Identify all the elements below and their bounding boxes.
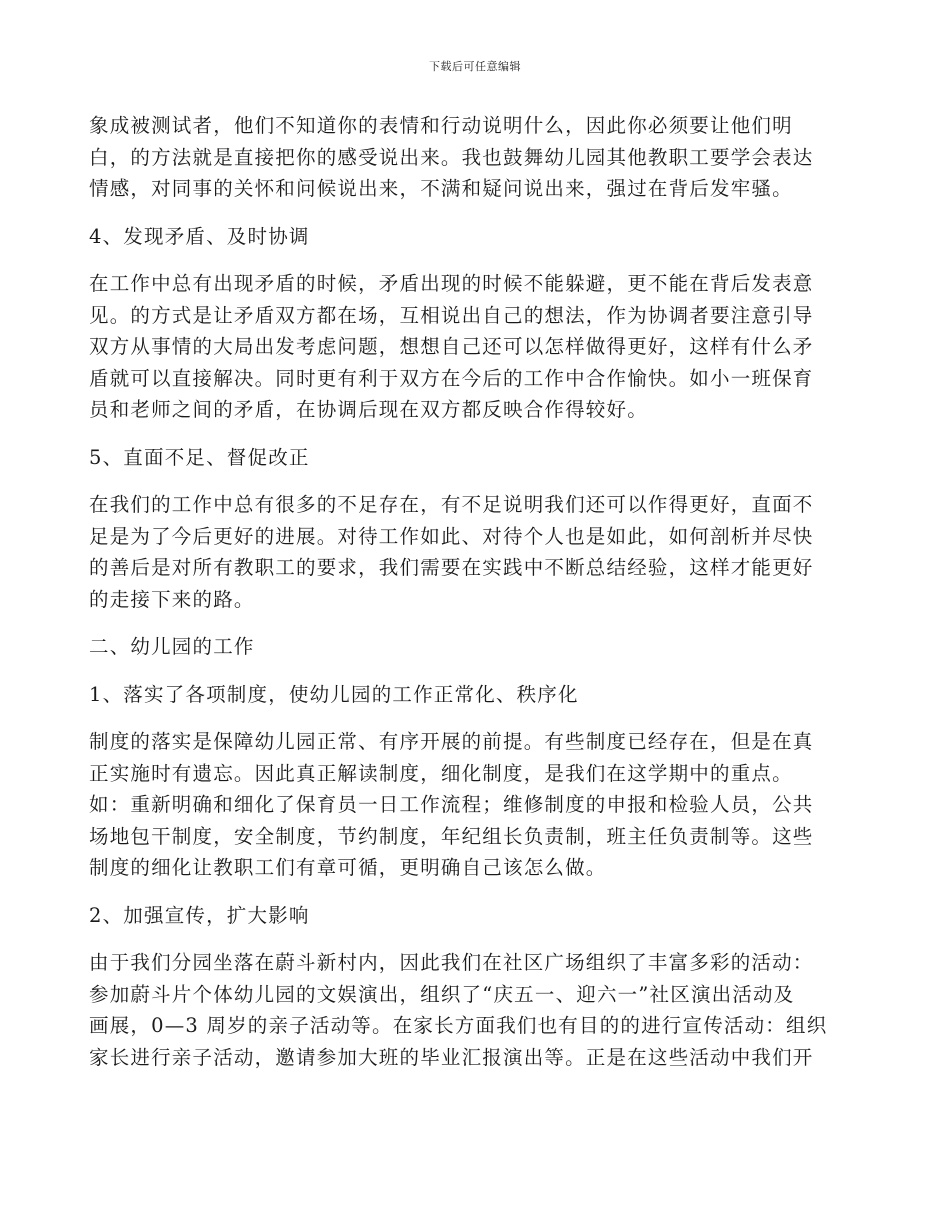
paragraph-conflict	[89, 268, 861, 426]
document-body	[89, 110, 861, 1073]
section-heading	[89, 679, 861, 711]
section-heading	[89, 900, 861, 932]
page-header: 下载后可任意编辑	[429, 60, 521, 73]
text-line: 制度的细化让教职工们有章可循，更明确自己该怎么做。	[89, 856, 607, 879]
paragraph-intro	[89, 110, 861, 205]
text-line: 的善后是对所有教职工的要求，我们需要在实践中不断总结经验，这样才能更好	[89, 556, 814, 579]
heading-text: 2、加强宣传，扩大影响	[89, 903, 310, 927]
text-line: 场地包干制度，安全制度，节约制度，年纪组长负责制，班主任负责制等。这些	[89, 824, 814, 848]
text-line: 盾就可以直接解决。同时更有利于双方在今后的工作中合作愉快。如小一班保育	[89, 366, 814, 390]
text-line: 白，的方法就是直接把你的感受说出来。我也鼓舞幼儿园其他教职工要学会表达	[89, 145, 814, 169]
text-line: 见。的方式是让矛盾双方都在场，互相说出自己的想法，作为协调者要注意引导	[89, 303, 814, 327]
text-line: 正实施时有遗忘。因此真正解读制度，细化制度，是我们在这学期中的重点。	[89, 761, 793, 785]
heading-text: 4、发现矛盾、及时协调	[89, 224, 310, 248]
text-line: 象成被测试者，他们不知道你的表情和行动说明什么，因此你必须要让他们明	[89, 114, 793, 137]
text-line: 在我们的工作中总有很多的不足存在，有不足说明我们还可以作得更好，直面不	[89, 493, 814, 516]
section-heading	[89, 442, 861, 474]
text-line: 参加蔚斗片个体幼儿园的文娱演出，组织了“庆五一、迎六一”社区演出活动及	[89, 982, 795, 1006]
paragraph-regulations	[89, 726, 861, 884]
text-line: 家长进行亲子活动，邀请参加大班的毕业汇报演出等。正是在这些活动中我们开	[89, 1045, 814, 1069]
text-line: 制度的落实是保障幼儿园正常、有序开展的前提。有些制度已经存在，但是在真	[89, 730, 814, 753]
text-line: 由于我们分园坐落在蔚斗新村内，因此我们在社区广场组织了丰富多彩的活动：	[89, 951, 814, 974]
text-line: 的走接下来的路。	[89, 587, 255, 611]
paragraph-shortcomings	[89, 489, 861, 615]
text-line: 如：重新明确和细化了保育员一日工作流程；维修制度的申报和检验人员，公共	[89, 793, 814, 816]
text-line: 双方从事情的大局出发考虑问题，想想自己还可以怎样做得更好，这样有什么矛	[89, 335, 814, 358]
text-line: 足是为了今后更好的进展。对待工作如此、对待个人也是如此，如何剖析并尽快	[89, 524, 814, 548]
text-line: 画展，0—3 周岁的亲子活动等。在家长方面我们也有目的的进行宣传活动：组织	[89, 1014, 828, 1037]
heading-text: 1、落实了各项制度，使幼儿园的工作正常化、秩序化	[89, 682, 579, 706]
section-heading	[89, 221, 861, 253]
heading-text: 二、幼儿园的工作	[89, 635, 255, 658]
text-line: 员和老师之间的矛盾，在协调后现在双方都反映合作得较好。	[89, 398, 648, 421]
heading-text: 5、直面不足、督促改正	[89, 445, 310, 469]
section-heading	[89, 631, 861, 663]
text-line: 情感，对同事的关怀和问候说出来，不满和疑问说出来，强过在背后发牢骚。	[89, 177, 793, 200]
text-line: 在工作中总有出现矛盾的时候，矛盾出现的时候不能躲避，更不能在背后发表意	[89, 272, 814, 295]
paragraph-publicity	[89, 947, 861, 1073]
